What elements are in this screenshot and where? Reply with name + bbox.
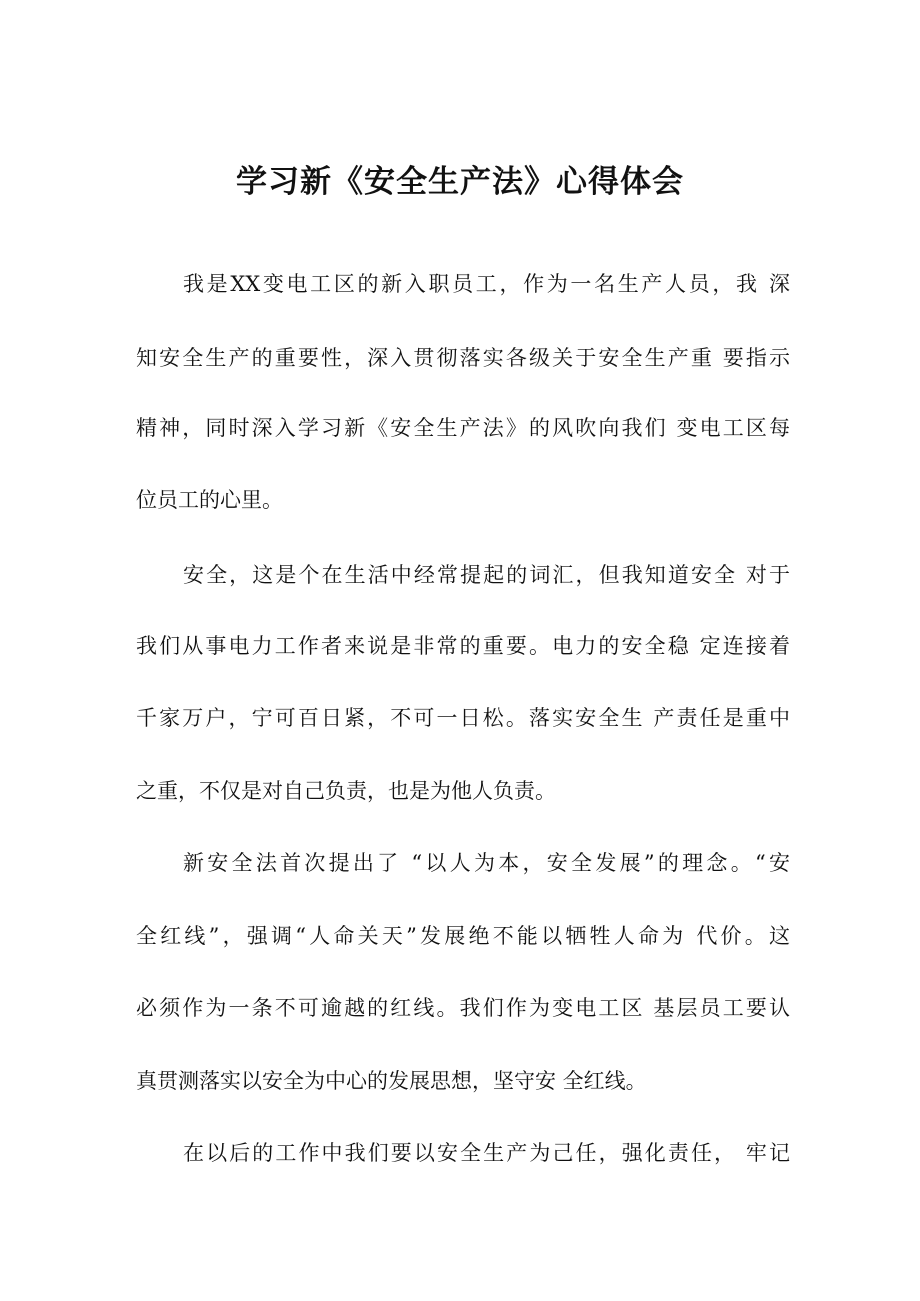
paragraph-1-line-4: 位员工的心里。 [136, 488, 283, 512]
paragraph-2-line-3: 千家万户，宁可百日紧，不可一日松。落实安全生 产责任是重中 [136, 706, 790, 730]
paragraph-3-line-3: 必须作为一条不可逾越的红线。我们作为变电工区 基层员工要认 [136, 996, 790, 1020]
paragraph-3-line-4: 真贯测落实以安全为中心的发展思想，坚守安 全红线。 [136, 1069, 647, 1093]
paragraph-1-line-1: 我是XX变电工区的新入职员工，作为一名生产人员，我 深 [183, 272, 790, 296]
paragraph-2-line-2: 我们从事电力工作者来说是非常的重要。电力的安全稳 定连接着 [136, 634, 790, 658]
paragraph-2-line-1: 安全，这是个在生活中经常提起的词汇，但我知道安全 对于 [183, 563, 790, 587]
paragraph-3-line-2: 全红线”，强调“人命关天”发展绝不能以牺牲人命为 代价。这 [136, 924, 790, 948]
paragraph-2-line-4: 之重，不仅是对自己负责，也是为他人负责。 [136, 779, 556, 803]
paragraph-1-line-2: 知安全生产的重要性，深入贯彻落实各级关于安全生产重 要指示 [136, 346, 790, 370]
page-title: 学习新《安全生产法》心得体会 [236, 164, 684, 200]
paragraph-3-line-1: 新安全法首次提出了 “以人为本，安全发展”的理念。“安 [183, 851, 790, 875]
paragraph-1-line-3: 精神，同时深入学习新《安全生产法》的风吹向我们 变电工区每 [136, 416, 790, 440]
paragraph-4-line-1: 在以后的工作中我们要以安全生产为己任，强化责任， 牢记 [183, 1141, 790, 1165]
